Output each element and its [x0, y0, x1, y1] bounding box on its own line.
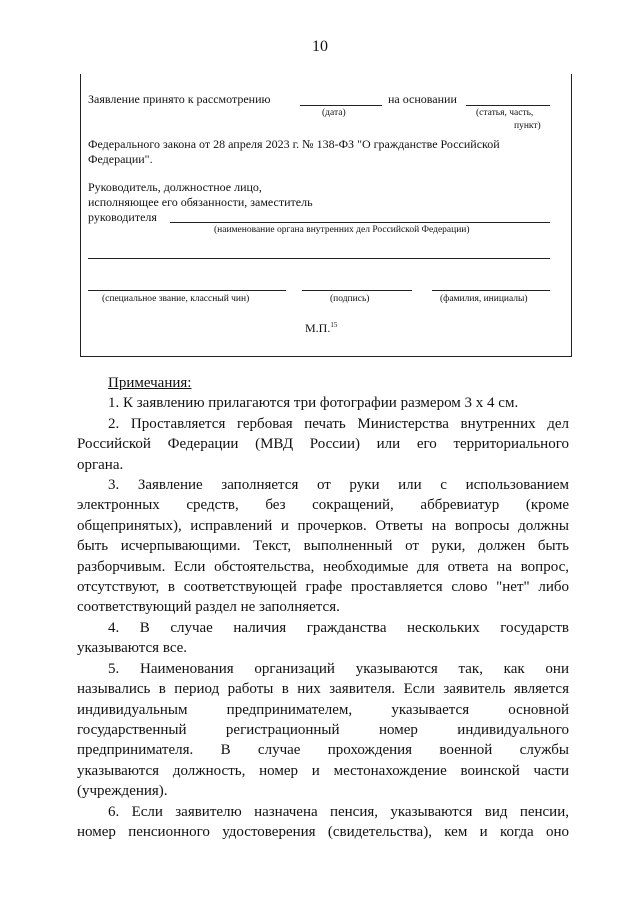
note-line: 6. Если заявителю назначена пенсия, указываются вид пенсии, [108, 803, 569, 820]
note-line: 1. К заявлению прилагаются три фотографии размером 3 х 4 см. [108, 395, 519, 412]
note-line: быть исчерпывающими. Текст, выполненный от руки, должен быть [77, 538, 569, 555]
note-line: 2. Проставляется гербовая печать Министерства внутренних дел [108, 415, 569, 432]
head-line-3: руководителя [88, 210, 157, 224]
name-line [432, 290, 550, 291]
note-line: органа. [77, 456, 124, 473]
seal-mark [305, 321, 337, 336]
rank-line [88, 290, 286, 291]
note-line: указываются все. [77, 640, 188, 657]
note-line: указываются должность, номер и местонахождение воинской части [77, 762, 569, 779]
law-line-1: Федерального закона от 28 апреля 2023 г. № 138-ФЗ "О гражданстве Российской [88, 137, 500, 151]
seal-footnote: 15 [330, 321, 338, 329]
head-line-2: исполняющее его обязанности, заместитель [88, 195, 313, 209]
note-line: 5. Наименования организаций указываются так, как они [108, 660, 569, 677]
note-line: разборчивым. Если обстоятельства, необходимые для ответа на вопрос, [77, 558, 569, 575]
rank-caption: (специальное звание, классный чин) [102, 294, 250, 304]
article-caption-2: пункт) [514, 121, 541, 131]
note-line: отсутствуют, в соответствующей графе проставляется слово "нет" либо [77, 579, 569, 596]
note-line: государственный регистрационный номер индивидуального [77, 721, 569, 738]
note-line: 3. Заявление заполняется от руки или с использованием [108, 477, 569, 494]
head-line-1: Руководитель, должностное лицо, [88, 180, 262, 194]
organ-line [170, 222, 550, 223]
note-line: индивидуальным предпринимателем, указывается основной [77, 701, 569, 718]
note-line: предпринимателя. В случае прохождения военной службы [77, 742, 569, 759]
signature-caption: (подпись) [330, 294, 370, 304]
note-line: общепринятых), исправлений и прочерков. Ответы на вопросы должны [77, 517, 569, 534]
note-line: соответствующий раздел не заполняется. [77, 599, 340, 616]
date-line [300, 105, 382, 106]
page-number: 10 [312, 38, 328, 55]
article-line [466, 105, 550, 106]
accepted-text: Заявление принято к рассмотрению [88, 92, 271, 106]
basis-text: на основании [388, 92, 457, 106]
notes-section [77, 373, 569, 842]
notes-heading: Примечания: [108, 375, 192, 391]
note-line: Российской Федерации (МВД России) или его территориального [77, 436, 569, 453]
note-line: 4. В случае наличия гражданства нескольких государств [108, 619, 569, 636]
seal-text: М.П. [305, 321, 331, 335]
name-caption: (фамилия, инициалы) [440, 294, 528, 304]
article-caption-1: (статья, часть, [476, 108, 534, 118]
law-line-2: Федерации". [88, 152, 153, 166]
note-line: назывались в период работы в них заявителя. Если заявитель является [77, 681, 569, 698]
date-caption: (дата) [322, 108, 346, 118]
note-line: номер пенсионного удостоверения (свидетельства), кем и когда оно [77, 823, 569, 840]
signature-line [302, 290, 412, 291]
organ-caption: (наименование органа внутренних дел Российской Федерации) [214, 225, 470, 235]
note-line: (учреждения). [77, 783, 168, 800]
organ-line-2 [88, 258, 550, 259]
note-line: электронных средств, без сокращений, аббревиатур (кроме [77, 497, 569, 514]
